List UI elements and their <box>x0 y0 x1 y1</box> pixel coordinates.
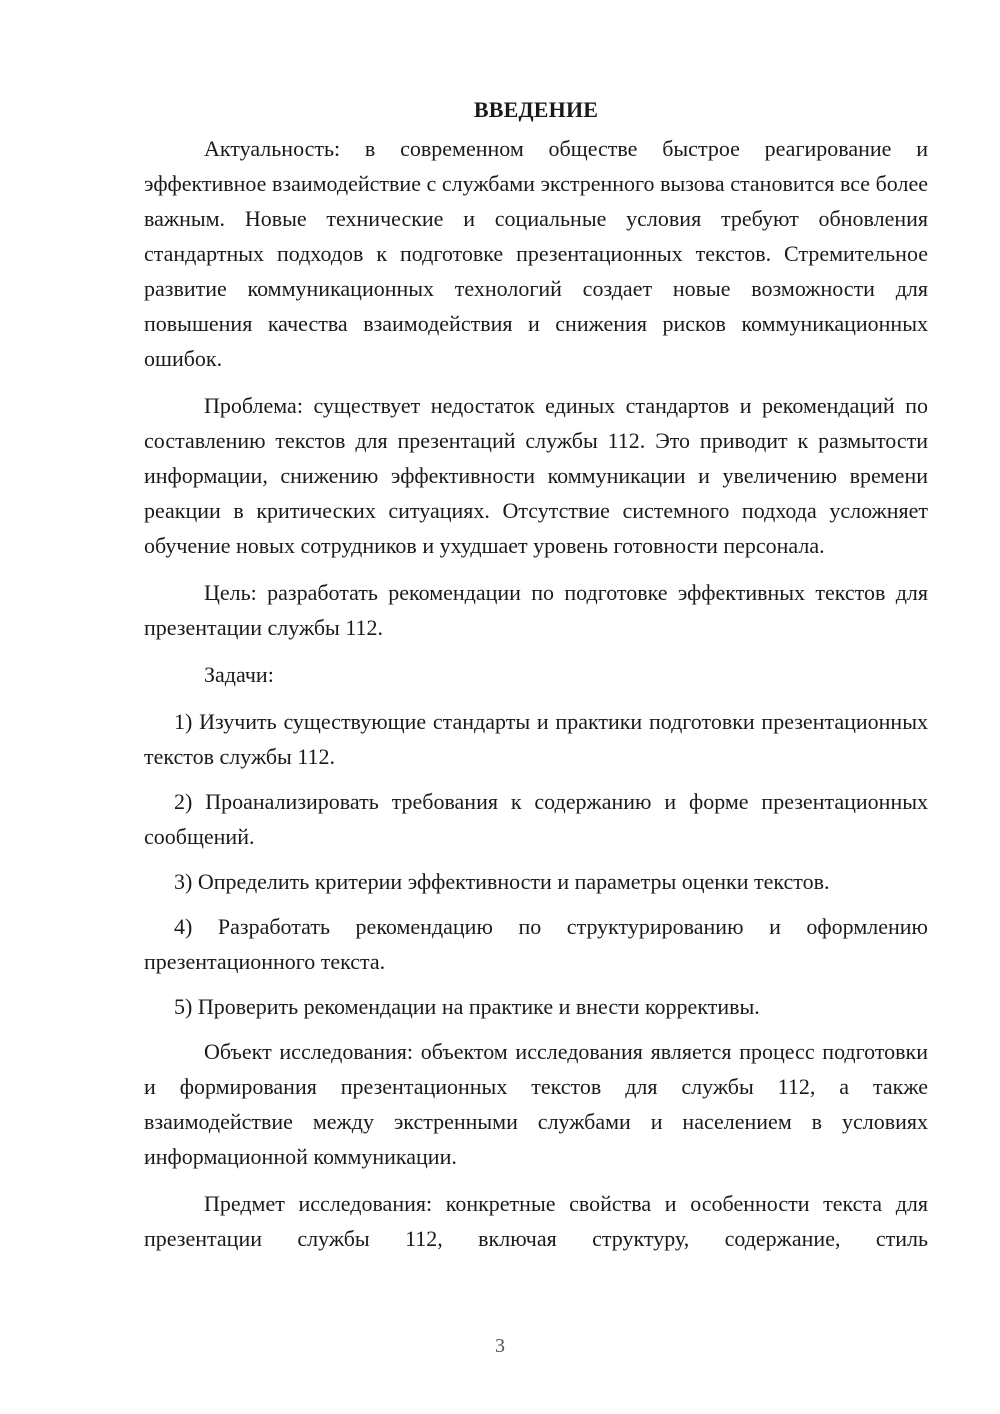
tasks-heading: Задачи: <box>204 662 274 687</box>
task-item-5: 5) Проверить рекомендации на практике и внести коррективы. <box>174 994 760 1019</box>
task-item-3: 3) Определить критерии эффективности и параметры оценки текстов. <box>174 869 830 894</box>
subject-paragraph: Предмет исследования: конкретные свойства и особенности текста для презентации службы 112, включая структуру, содержание, стиль <box>144 1191 928 1251</box>
relevance-paragraph: Актуальность: в современном обществе быстрое реагирование и эффективное взаимодействие с службами экстренного вызова становится все более важным. Новые технические и социальные условия требуют обновления стандартных подходов к подготовке презентационных текстов. Стремительное развитие коммуникационных технологий создает новые возможности для повышения качества взаимодействия и снижения рисков коммуникационных ошибок. <box>144 136 928 371</box>
object-paragraph: Объект исследования: объектом исследования является процесс подготовки и формирования презентационных текстов для службы 112, а также взаимодействие между экстренными службами и населением в условиях информационной коммуникации. <box>144 1039 928 1169</box>
goal-paragraph: Цель: разработать рекомендации по подготовке эффективных текстов для презентации службы 112. <box>144 580 928 640</box>
page-number: 3 <box>495 1335 505 1357</box>
task-item-2: 2) Проанализировать требования к содержанию и форме презентационных сообщений. <box>144 789 928 849</box>
task-item-1: 1) Изучить существующие стандарты и практики подготовки презентационных текстов службы 112. <box>144 709 928 769</box>
section-title: ВВЕДЕНИЕ <box>473 97 599 122</box>
document-body <box>144 92 928 1268</box>
task-item-4: 4) Разработать рекомендацию по структурированию и оформлению презентационного текста. <box>144 914 928 974</box>
problem-paragraph: Проблема: существует недостаток единых стандартов и рекомендаций по составлению текстов для презентаций службы 112. Это приводит к размытости информации, снижению эффективности коммуникации и увеличению времени реакции в критических ситуациях. Отсутствие системного подхода усложняет обучение новых сотрудников и ухудшает уровень готовности персонала. <box>144 393 928 558</box>
